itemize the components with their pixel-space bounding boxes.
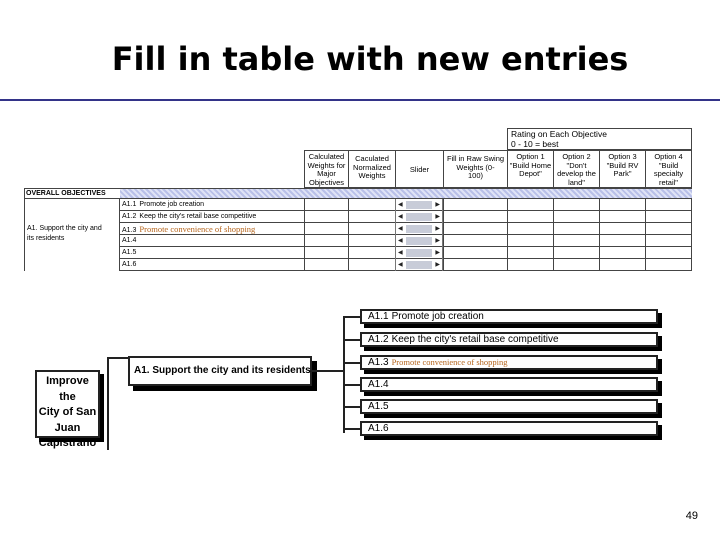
slider-header: [395, 150, 444, 188]
rating-header-line1: Rating on Each Objective: [511, 129, 607, 139]
weight-slider[interactable]: [395, 199, 443, 211]
tree-leaf-id: A1.4: [368, 379, 389, 390]
tree-leaf-id: A1.6: [368, 423, 389, 434]
weight-slider[interactable]: [395, 235, 443, 247]
rating-cell[interactable]: [443, 235, 507, 247]
weight-slider[interactable]: [395, 223, 443, 235]
objective-connector: [312, 370, 344, 372]
slider-track[interactable]: [406, 237, 432, 245]
slider-track[interactable]: [406, 225, 432, 233]
sheet-row-id: A1.1: [122, 201, 137, 208]
tree-leaf-text: Promote job creation: [391, 311, 484, 322]
rating-cell: [348, 223, 395, 235]
weight-slider[interactable]: [395, 247, 443, 259]
sheet-row-text[interactable]: Promote job creation: [139, 201, 204, 208]
option2-header-l4: land": [568, 177, 585, 187]
rating-cell[interactable]: [645, 247, 692, 259]
rating-cell[interactable]: [553, 235, 599, 247]
calc-weight-cell: [304, 247, 348, 259]
slider-track[interactable]: [406, 249, 432, 257]
leaf-connector: [343, 316, 360, 318]
rating-cell[interactable]: [443, 247, 507, 259]
tree-leaf-text: Keep the city's retail base competitive: [391, 334, 559, 345]
tree-leaf-id: A1.3: [368, 357, 389, 368]
slider-left-arrow-icon[interactable]: ◀: [398, 226, 403, 232]
slider-right-arrow-icon[interactable]: ▶: [435, 202, 440, 208]
norm-weights-header-l2: Normalized: [353, 162, 391, 172]
sheet-row-text[interactable]: Keep the city's retail base competitive: [139, 213, 257, 220]
slider-right-arrow-icon[interactable]: ▶: [435, 238, 440, 244]
tree-leaf: [360, 399, 658, 414]
raw-swing-header-l2: Weights (0-: [456, 162, 495, 172]
weight-slider[interactable]: [395, 259, 443, 271]
tree-leaf-id: A1.2: [368, 334, 389, 345]
option2-header-l2: "Don't: [566, 160, 587, 170]
rating-cell[interactable]: [553, 199, 599, 211]
norm-weights-header-l3: Weights: [358, 171, 386, 180]
tree-leaf: [360, 309, 658, 324]
tree-leaf: [360, 332, 658, 347]
slider-right-arrow-icon[interactable]: ▶: [435, 226, 440, 232]
slider-left-arrow-icon[interactable]: ◀: [398, 202, 403, 208]
slider-right-arrow-icon[interactable]: ▶: [435, 262, 440, 268]
option4-header-l3: specialty: [653, 169, 684, 178]
calc-weights-header-l4: Objectives: [308, 177, 344, 187]
option4-header: [645, 150, 692, 188]
objective-a1-label: [24, 199, 120, 271]
title-divider: [0, 99, 720, 101]
option2-header-l1: Option 2: [562, 152, 591, 161]
rating-cell[interactable]: [443, 259, 507, 271]
slider-left-arrow-icon[interactable]: ◀: [398, 250, 403, 256]
option2-header-l3: develop the: [557, 169, 596, 178]
root-goal-l3: Juan: [54, 421, 81, 434]
weight-slider[interactable]: [395, 211, 443, 223]
rating-cell[interactable]: [443, 223, 507, 235]
sheet-row-id: A1.4: [122, 237, 137, 244]
rating-cell[interactable]: [645, 235, 692, 247]
sheet-row-id: A1.2: [122, 213, 137, 220]
slider-left-arrow-icon[interactable]: ◀: [398, 262, 403, 268]
rating-cell[interactable]: [645, 199, 692, 211]
leaves-spine: [343, 316, 345, 433]
rating-cell[interactable]: [599, 259, 645, 271]
rating-cell[interactable]: [507, 259, 553, 271]
calc-weights-header: [304, 150, 349, 188]
norm-weights-header: [348, 150, 396, 188]
calc-weight-cell: [304, 235, 348, 247]
sheet-row-id: A1.3: [122, 227, 137, 234]
leaf-connector: [343, 339, 360, 341]
rating-cell[interactable]: [507, 223, 553, 235]
root-goal-box: [35, 370, 100, 449]
objective-box: [128, 356, 312, 386]
calc-weights-header-l1: Calculated: [308, 152, 345, 161]
rating-cell: [348, 259, 395, 271]
option1-header-l3: Depot": [519, 169, 542, 178]
root-connector-horizontal: [107, 357, 129, 359]
rating-header-line2: 0 - 10 = best: [511, 139, 559, 149]
rating-cell[interactable]: [599, 223, 645, 235]
objective-a1-label-l1: A1. Support the city and: [27, 225, 102, 232]
slider-track[interactable]: [406, 213, 432, 221]
rating-cell[interactable]: [507, 247, 553, 259]
rating-cell[interactable]: [443, 199, 507, 211]
objective-box-label: A1. Support the city and its residents: [134, 365, 311, 376]
sheet-row-text[interactable]: Promote convenience of shopping: [139, 224, 256, 234]
overall-objectives-label: OVERALL OBJECTIVES: [24, 188, 121, 199]
rating-header: [507, 128, 692, 150]
rating-cell: [348, 199, 395, 211]
option4-header-l4: retail": [659, 177, 678, 187]
rating-cell[interactable]: [599, 211, 645, 223]
rating-cell[interactable]: [645, 211, 692, 223]
option4-header-l1: Option 4: [654, 152, 683, 161]
calc-weight-cell: [304, 223, 348, 235]
option3-header: [599, 150, 646, 188]
raw-swing-header-l1: Fill in Raw Swing: [446, 154, 505, 163]
option4-header-l2: "Build: [658, 160, 679, 170]
rating-cell: [348, 235, 395, 247]
rating-cell[interactable]: [507, 235, 553, 247]
rating-cell[interactable]: [443, 211, 507, 223]
page-number: 49: [685, 510, 698, 522]
slider-track[interactable]: [406, 261, 432, 269]
tree-leaf-id: A1.1: [368, 311, 389, 322]
option2-header: [553, 150, 600, 188]
leaf-connector: [343, 362, 360, 364]
option1-header: [507, 150, 554, 188]
weights-spreadsheet: [24, 128, 692, 270]
slider-left-arrow-icon[interactable]: ◀: [398, 238, 403, 244]
tree-leaf-id: A1.5: [368, 401, 389, 412]
option1-header-l1: Option 1: [516, 152, 545, 161]
slider-header-label: Slider: [409, 165, 430, 174]
option3-header-l3: Park": [613, 169, 632, 178]
rating-cell[interactable]: [599, 199, 645, 211]
root-goal-l2: City of San: [38, 406, 97, 418]
tree-leaf: [360, 355, 658, 370]
option3-header-l2: "Build RV: [606, 160, 639, 170]
overall-objectives-hatch: [120, 188, 692, 199]
calc-weights-header-l2: Weights for: [307, 160, 346, 170]
rating-cell[interactable]: [599, 235, 645, 247]
root-goal-l1: Improve the: [46, 375, 89, 403]
calc-weight-cell: [304, 199, 348, 211]
rating-cell: [348, 211, 395, 223]
rating-cell[interactable]: [599, 247, 645, 259]
calc-weights-header-l3: Major: [317, 169, 336, 178]
option1-header-l2: "Build Home: [509, 160, 552, 170]
slider-track[interactable]: [406, 201, 432, 209]
rating-cell[interactable]: [507, 199, 553, 211]
slider-right-arrow-icon[interactable]: ▶: [435, 250, 440, 256]
root-connector-vertical: [107, 357, 109, 450]
leaf-connector: [343, 428, 360, 430]
tree-leaf: [360, 377, 658, 392]
sheet-row-id: A1.6: [122, 261, 137, 268]
option3-header-l1: Option 3: [608, 152, 637, 161]
calc-weight-cell: [304, 259, 348, 271]
slider-right-arrow-icon[interactable]: ▶: [435, 214, 440, 220]
rating-cell[interactable]: [645, 259, 692, 271]
rating-cell[interactable]: [507, 211, 553, 223]
leaf-connector: [343, 384, 360, 386]
tree-leaf-text: Promote convenience of shopping: [391, 357, 508, 367]
raw-swing-header-l3: 100): [467, 171, 483, 180]
rating-cell[interactable]: [553, 211, 599, 223]
leaf-connector: [343, 406, 360, 408]
sheet-row-id: A1.5: [122, 249, 137, 256]
calc-weight-cell: [304, 211, 348, 223]
root-goal-l4: Capistrano: [38, 437, 97, 449]
norm-weights-header-l1: Caculated: [355, 154, 389, 163]
rating-cell[interactable]: [645, 223, 692, 235]
raw-swing-header: [443, 150, 508, 188]
rating-cell[interactable]: [553, 247, 599, 259]
slide-title: Fill in table with new entries: [111, 40, 629, 78]
tree-leaf: [360, 421, 658, 436]
slider-left-arrow-icon[interactable]: ◀: [398, 214, 403, 220]
rating-cell: [348, 247, 395, 259]
rating-cell[interactable]: [553, 259, 599, 271]
rating-cell[interactable]: [553, 223, 599, 235]
objective-a1-label-l2: its residents: [27, 235, 65, 242]
